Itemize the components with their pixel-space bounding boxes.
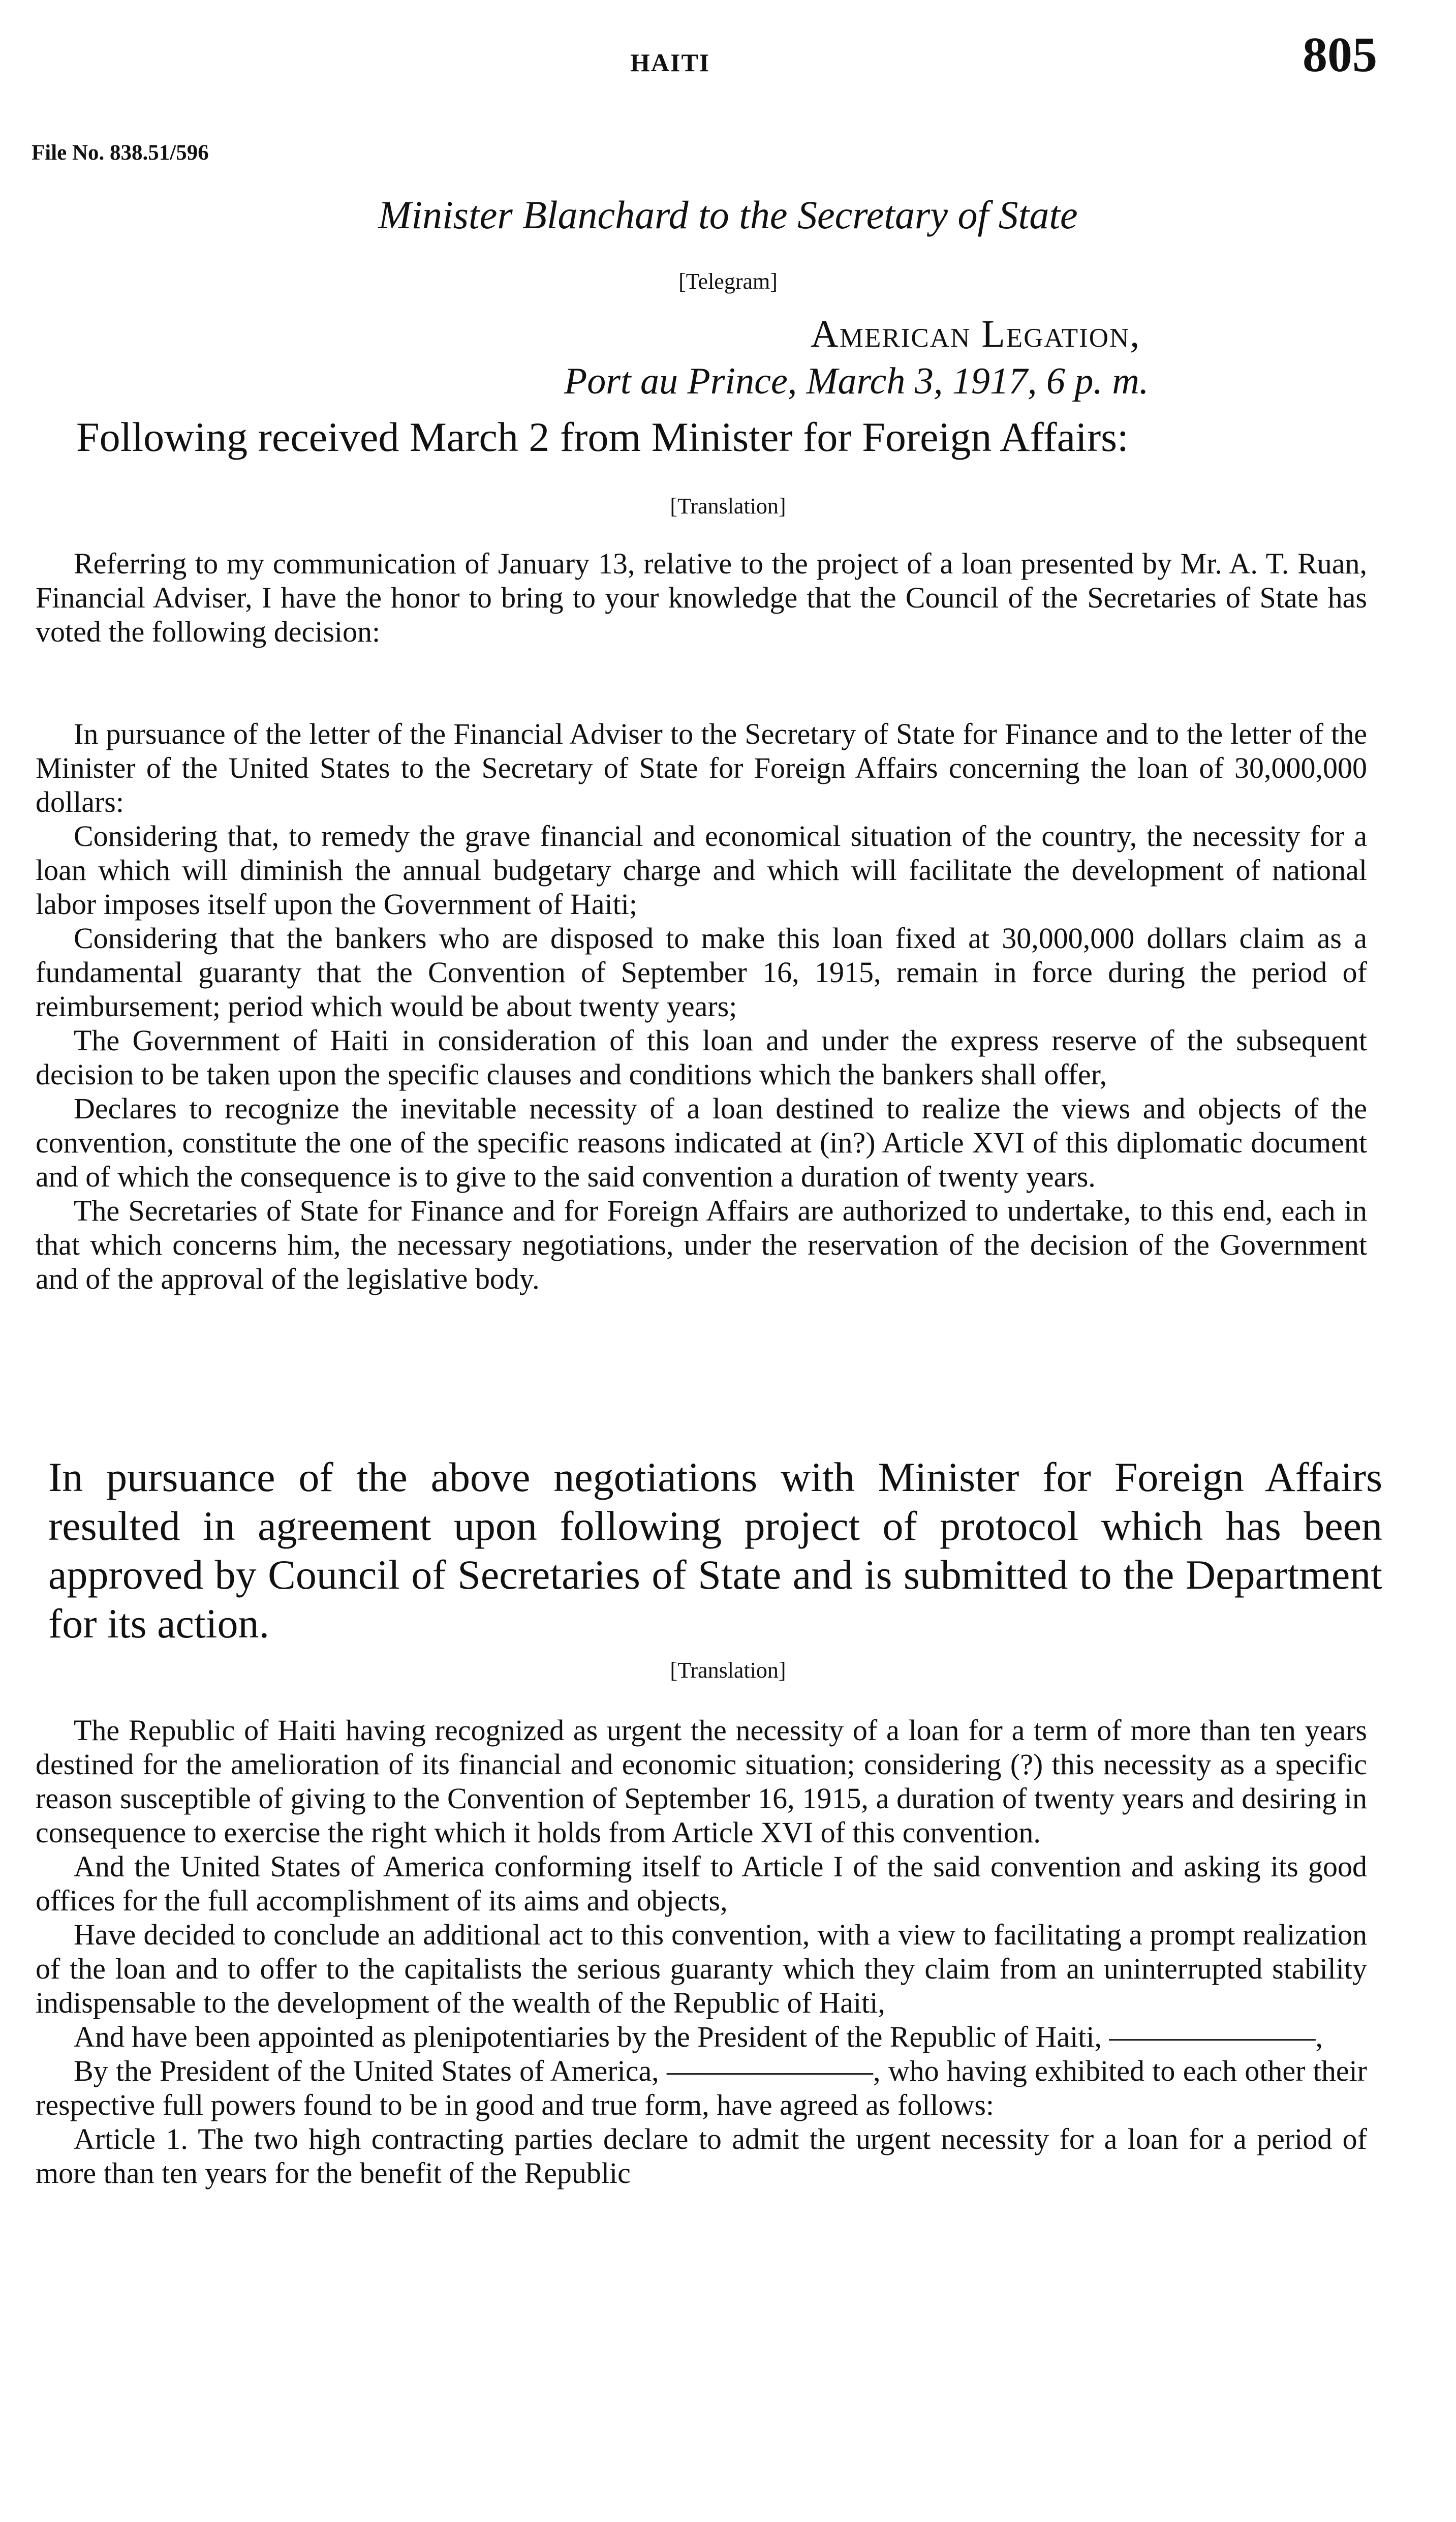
telegram-continuation — [48, 1453, 1382, 1648]
council-decision — [36, 717, 1367, 1296]
protocol-paragraph: And have been appointed as plenipotentiaries by the President of the Republic of Haiti, ———————, — [74, 2020, 1323, 2053]
document-title: Minister Blanchard to the Secretary of State — [378, 193, 1078, 237]
continuation-text: In pursuance of the above negotiations with Minister for Foreign Affairs resulted in agreement upon following project of protocol which has been approved by Council of Secretaries of State and is submitted to the Department for its action. — [48, 1454, 1382, 1647]
dateline: Port au Prince, March 3, 1917, 6 p. m. — [564, 360, 1149, 402]
telegram-intro — [76, 413, 1372, 462]
translation-opening — [36, 546, 1367, 649]
decision-paragraph: The Government of Haiti in consideration of this loan and under the express reserve of the subsequent decision to be taken upon the specific clauses and conditions which the bankers shall offer, — [36, 1024, 1367, 1091]
page-number: 805 — [1303, 27, 1377, 82]
intro-text: Following received March 2 from Minister for Foreign Affairs: — [76, 414, 1129, 460]
decision-paragraph: Considering that the bankers who are disposed to make this loan fixed at 30,000,000 dollars claim as a fundamental guaranty that the Convention of September 16, 1915, remain in force during the period of reimbursement; period which would be about twenty years; — [36, 922, 1367, 1023]
protocol-paragraph: By the President of the United States of America, ———————, who having exhibited to each other their respective full powers found to be in good and true form, have agreed as follows: — [36, 2054, 1367, 2121]
translation-label-2: [Translation] — [670, 1658, 786, 1683]
running-title: HAITI — [630, 48, 710, 77]
protocol-paragraph: Have decided to conclude an additional act to this convention, with a view to facilitating a prompt realization of the loan and to offer to the capitalists the serious guaranty which they claim from an uninterrupted stability indispensable to the development of the wealth of the Republic of Haiti, — [36, 1918, 1367, 2019]
translation-label-1: [Translation] — [670, 494, 786, 519]
legation-name: American Legation, — [811, 313, 1141, 355]
decision-paragraph: In pursuance of the letter of the Financial Adviser to the Secretary of State for Finance and to the letter of the Minister of the United States to the Secretary of State for Foreign Affairs concerning the loan of 30,000,000 dollars: — [36, 717, 1367, 818]
telegram-label: [Telegram] — [678, 269, 778, 294]
protocol-paragraph: The Republic of Haiti having recognized as urgent the necessity of a loan for a term of more than ten years destined for the amelioration of its financial and economic situation; considering (?) this necessity as a specific reason susceptible of giving to the Convention of September 16, 1915, a duration of twenty years and desiring in consequence to exercise the right which it holds from Article XVI of this convention. — [36, 1714, 1367, 1849]
file-number: File No. 838.51/596 — [32, 141, 209, 165]
opening-paragraph: Referring to my communication of January 13, relative to the project of a loan presented by Mr. A. T. Ruan, Financial Adviser, I have the honor to bring to your knowledge that the Council of the Secretaries of State has voted the following decision: — [36, 547, 1367, 648]
decision-paragraph: Considering that, to remedy the grave financial and economical situation of the country, the necessity for a loan which will diminish the annual budgetary charge and which will facilitate the development of national labor imposes itself upon the Government of Haiti; — [36, 819, 1367, 921]
protocol-paragraph: Article 1. The two high contracting parties declare to admit the urgent necessity for a loan for a period of more than ten years for the benefit of the Republic — [36, 2122, 1367, 2190]
protocol-paragraph: And the United States of America conforming itself to Article I of the said convention and asking its good offices for the full accomplishment of its aims and objects, — [36, 1850, 1367, 1917]
protocol-text — [36, 1713, 1367, 2190]
decision-paragraph: Declares to recognize the inevitable necessity of a loan destined to realize the views and objects of the convention, constitute the one of the specific reasons indicated at (in?) Article XVI of this diplomatic document and of which the consequence is to give to the said convention a duration of twenty years. — [36, 1092, 1367, 1193]
decision-paragraph: The Secretaries of State for Finance and for Foreign Affairs are authorized to undertake, to this end, each in that which concerns him, the necessary negotiations, under the reservation of the decision of the Government and of the approval of the legislative body. — [36, 1194, 1367, 1295]
